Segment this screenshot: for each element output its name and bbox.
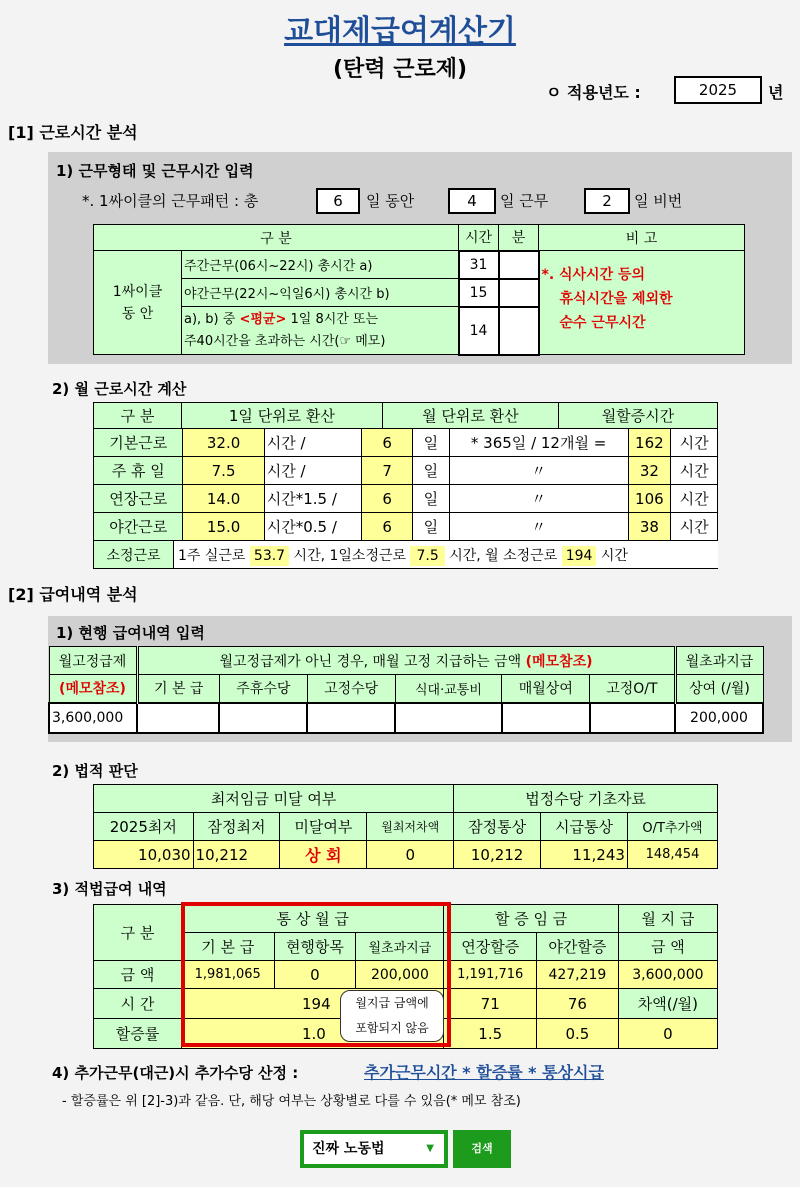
row-day-label: 주간근무(06시~22시) 총시간 a) bbox=[182, 251, 459, 279]
col-fixed-ot: 고정O/T bbox=[590, 675, 675, 703]
mh-days-unit: 일 bbox=[413, 485, 450, 513]
col-weekly-holiday: 주휴수당 bbox=[219, 675, 307, 703]
v-hourly-ordinary: 11,243 bbox=[541, 841, 628, 869]
fixed-pay-input[interactable]: 3,600,000 bbox=[49, 703, 137, 733]
mh-row bbox=[94, 457, 718, 485]
v-min2025: 10,030 bbox=[94, 841, 194, 869]
mh-monthly-formula: 〃 bbox=[449, 457, 628, 485]
daily-regular-hours: 7.5 bbox=[410, 546, 444, 566]
pattern-prefix: *. 1싸이클의 근무패턴 : 총 bbox=[82, 192, 259, 210]
lp-group-ordinary: 통 상 월 급 bbox=[182, 905, 444, 933]
chevron-down-icon: ▼ bbox=[426, 1143, 434, 1154]
mh-premium-unit: 시간 bbox=[671, 485, 718, 513]
pay-input-table bbox=[48, 646, 764, 734]
h-provisional-min: 잠정최저 bbox=[193, 813, 280, 841]
v-provisional-min: 10,212 bbox=[193, 841, 280, 869]
monthly-bonus-input[interactable] bbox=[502, 703, 590, 733]
col-monthly-bonus: 매월상여 bbox=[502, 675, 590, 703]
mh-monthly-formula: 〃 bbox=[449, 513, 628, 541]
section2-title: [2] 급여내역 분석 bbox=[8, 585, 138, 604]
regular-text-e: 시간, 월 소정근로 bbox=[449, 547, 558, 564]
day-minutes-input[interactable] bbox=[499, 251, 539, 279]
v-min-diff: 0 bbox=[367, 841, 454, 869]
overtime-minutes-input[interactable] bbox=[499, 307, 539, 355]
h-ot-extra: O/T추가액 bbox=[627, 813, 717, 841]
days-work-input[interactable]: 4 bbox=[448, 188, 496, 214]
lp-rate-ordinary: 1.0 bbox=[182, 1019, 444, 1049]
legal-table bbox=[93, 784, 718, 869]
bonus-header2: 상여 (/월) bbox=[675, 675, 763, 703]
header-hours: 시간 bbox=[459, 225, 499, 251]
fixed-ot-input[interactable] bbox=[590, 703, 675, 733]
h-shortfall: 미달여부 bbox=[280, 813, 367, 841]
lp-amount-current: 0 bbox=[274, 961, 356, 989]
mh-daily-unit: 시간*0.5 / bbox=[264, 513, 362, 541]
lp-amount-night: 427,219 bbox=[536, 961, 618, 989]
mh-row-label: 주 휴 일 bbox=[94, 457, 183, 485]
bonus-input[interactable]: 200,000 bbox=[675, 703, 763, 733]
legal-title: 2) 법적 판단 bbox=[52, 762, 138, 780]
law-select-value: 진짜 노동법 bbox=[312, 1141, 385, 1157]
mh-days: 6 bbox=[362, 485, 413, 513]
mid-header-text: 월고정급제가 아닌 경우, 매월 고정 지급하는 금액 bbox=[219, 653, 526, 670]
mh-row-label: 연장근로 bbox=[94, 485, 183, 513]
mh-premium-unit: 시간 bbox=[671, 429, 718, 457]
page-title: 교대제급여계산기 bbox=[284, 14, 516, 49]
mh-row-label: 기본근로 bbox=[94, 429, 183, 457]
lp-diff-value: 0 bbox=[618, 1019, 717, 1049]
lp-amount-basic: 1,981,065 bbox=[182, 961, 275, 989]
note-line2: 휴식시간을 제외한 bbox=[559, 291, 673, 307]
pattern-text2: 일 근무 bbox=[500, 192, 549, 210]
min-wage-group: 최저임금 미달 여부 bbox=[94, 785, 454, 813]
h-hourly-ordinary: 시급통상 bbox=[541, 813, 628, 841]
mh-row bbox=[94, 429, 718, 457]
mh-daily-hours: 32.0 bbox=[183, 429, 264, 457]
excess-pay-callout bbox=[340, 990, 444, 1042]
mh-premium-hours: 162 bbox=[628, 429, 671, 457]
mh-daily-unit: 시간 / bbox=[264, 429, 362, 457]
lp-row-rate: 할증률 bbox=[94, 1019, 182, 1049]
mh-daily-unit: 시간 / bbox=[264, 457, 362, 485]
overtime-label-2: 주40시간을 초과하는 시간(☞ 메모) bbox=[184, 333, 386, 349]
callout-line1: 월지급 금액에 bbox=[355, 996, 429, 1010]
year-label: ㅇ 적용년도 : bbox=[546, 83, 641, 102]
header-category: 구 분 bbox=[94, 225, 459, 251]
fixed-allowance-input[interactable] bbox=[307, 703, 395, 733]
lp-hours-night: 76 bbox=[536, 989, 618, 1019]
overtime-label-b: 1일 8시간 또는 bbox=[286, 311, 379, 327]
row-overtime-label bbox=[182, 307, 459, 355]
overtime-label-a: a), b) 중 bbox=[184, 311, 240, 327]
lp-h-current: 현행항목 bbox=[274, 933, 356, 961]
lp-h-excess: 월초과지급 bbox=[356, 933, 444, 961]
lp-hours-overtime: 71 bbox=[444, 989, 537, 1019]
lp-category: 구 분 bbox=[94, 905, 182, 961]
lp-h-amount: 금 액 bbox=[618, 933, 717, 961]
mh-header-category: 구 분 bbox=[94, 403, 182, 429]
weekly-holiday-input[interactable] bbox=[219, 703, 307, 733]
mid-header-memo: (메모참조) bbox=[525, 653, 593, 670]
v-shortfall: 상 회 bbox=[280, 841, 367, 869]
lp-h-overtime: 연장할증 bbox=[444, 933, 537, 961]
days-off-input[interactable]: 2 bbox=[584, 188, 630, 214]
mh-header-daily: 1일 단위로 환산 bbox=[182, 403, 383, 429]
lp-group-premium: 할 증 임 금 bbox=[444, 905, 618, 933]
callout-line2: 포함되지 않음 bbox=[355, 1021, 429, 1035]
cycle-label: 1싸이클 동 안 bbox=[94, 251, 182, 355]
page-subtitle: (탄력 근로제) bbox=[332, 57, 468, 82]
mh-premium-hours: 38 bbox=[628, 513, 671, 541]
note-line3: 순수 근무시간 bbox=[559, 315, 646, 331]
law-select[interactable] bbox=[300, 1130, 448, 1168]
lp-hours-ordinary: 194 bbox=[182, 989, 444, 1019]
search-button[interactable]: 검색 bbox=[453, 1130, 511, 1168]
regular-label: 소정근로 bbox=[94, 541, 174, 569]
mh-monthly-formula: 〃 bbox=[449, 485, 628, 513]
regular-text-g: 시간 bbox=[600, 547, 628, 564]
allowance-base-group: 법정수당 기초자료 bbox=[454, 785, 718, 813]
v-provisional-ordinary: 10,212 bbox=[454, 841, 541, 869]
monthly-hours-rows bbox=[93, 428, 718, 541]
regular-text-c: 시간, 1일소정근로 bbox=[293, 547, 407, 564]
mh-premium-hours: 32 bbox=[628, 457, 671, 485]
sub1-title: 1) 근무형태 및 근무시간 입력 bbox=[56, 162, 254, 180]
lp-row-amount: 금 액 bbox=[94, 961, 182, 989]
col-meal-transport: 식대·교통비 bbox=[395, 675, 502, 703]
mh-daily-hours: 14.0 bbox=[183, 485, 264, 513]
mh-row bbox=[94, 513, 718, 541]
mh-monthly-formula: * 365일 / 12개월 = bbox=[449, 429, 628, 457]
pay-sub1-title: 1) 현행 급여내역 입력 bbox=[56, 624, 205, 642]
weekly-actual-hours: 53.7 bbox=[250, 546, 289, 566]
lp-h-night: 야간할증 bbox=[536, 933, 618, 961]
mid-header bbox=[137, 647, 675, 675]
mh-daily-unit: 시간*1.5 / bbox=[264, 485, 362, 513]
mh-row-label: 야간근로 bbox=[94, 513, 183, 541]
overtime-label-avg: <평균> bbox=[239, 311, 287, 327]
monthly-hours-table bbox=[93, 402, 718, 429]
lp-amount-overtime: 1,191,716 bbox=[444, 961, 537, 989]
extra-work-note: - 할증률은 위 [2]-3)과 같음. 단, 해당 여부는 상황별로 다를 수 있음(* 메모 참조) bbox=[62, 1094, 521, 1109]
note-line1: *. 식사시간 등의 bbox=[541, 267, 646, 283]
lp-diff-label: 차액(/월) bbox=[618, 989, 717, 1019]
v-ot-extra: 148,454 bbox=[627, 841, 717, 869]
lp-amount-total: 3,600,000 bbox=[618, 961, 717, 989]
pattern-text3: 일 비번 bbox=[634, 192, 683, 210]
night-hours-input[interactable]: 15 bbox=[459, 279, 499, 307]
monthly-regular-hours: 194 bbox=[562, 546, 597, 566]
mh-daily-hours: 15.0 bbox=[183, 513, 264, 541]
mh-days-unit: 일 bbox=[413, 513, 450, 541]
col-fixed-allowance: 고정수당 bbox=[307, 675, 395, 703]
lp-row-hours: 시 간 bbox=[94, 989, 182, 1019]
night-minutes-input[interactable] bbox=[499, 279, 539, 307]
legal-pay-title: 3) 적법급여 내역 bbox=[52, 880, 167, 898]
meal-transport-input[interactable] bbox=[395, 703, 502, 733]
days-total-input[interactable]: 6 bbox=[316, 188, 360, 214]
note-cell bbox=[539, 251, 745, 355]
h-provisional-ordinary: 잠정통상 bbox=[454, 813, 541, 841]
row-night-label: 야간근무(22시~익일6시) 총시간 b) bbox=[182, 279, 459, 307]
header-note: 비 고 bbox=[539, 225, 745, 251]
mh-days: 6 bbox=[362, 513, 413, 541]
header-minutes: 분 bbox=[499, 225, 539, 251]
regular-text-a: 1주 실근로 bbox=[178, 547, 246, 564]
lp-amount-excess: 200,000 bbox=[356, 961, 444, 989]
fixed-header2: (메모참조) bbox=[49, 675, 137, 703]
year-input[interactable]: 2025 bbox=[674, 76, 762, 104]
mh-header-premium: 월할증시간 bbox=[558, 403, 717, 429]
mh-days-unit: 일 bbox=[413, 429, 450, 457]
mh-premium-unit: 시간 bbox=[671, 457, 718, 485]
section1-title: [1] 근로시간 분석 bbox=[8, 123, 138, 142]
lp-rate-overtime: 1.5 bbox=[444, 1019, 537, 1049]
overtime-hours-input[interactable]: 14 bbox=[459, 307, 499, 355]
mh-premium-unit: 시간 bbox=[671, 513, 718, 541]
lp-group-monthly: 월 지 급 bbox=[618, 905, 717, 933]
year-unit: 년 bbox=[768, 83, 784, 102]
mh-days: 6 bbox=[362, 429, 413, 457]
lp-rate-night: 0.5 bbox=[536, 1019, 618, 1049]
sub2-title: 2) 월 근로시간 계산 bbox=[52, 380, 187, 398]
mh-header-monthly: 월 단위로 환산 bbox=[382, 403, 558, 429]
mh-row bbox=[94, 485, 718, 513]
mh-daily-hours: 7.5 bbox=[183, 457, 264, 485]
work-hours-table bbox=[93, 224, 745, 356]
col-basic: 기 본 급 bbox=[137, 675, 219, 703]
lp-h-basic: 기 본 급 bbox=[182, 933, 275, 961]
mh-days: 7 bbox=[362, 457, 413, 485]
pattern-text1: 일 동안 bbox=[366, 192, 415, 210]
extra-work-formula: 추가근무시간 * 할증률 * 통상시급 bbox=[364, 1063, 604, 1082]
regular-row bbox=[174, 541, 719, 569]
h-min-diff: 월최저차액 bbox=[367, 813, 454, 841]
mh-days-unit: 일 bbox=[413, 457, 450, 485]
day-hours-input[interactable]: 31 bbox=[459, 251, 499, 279]
basic-input[interactable] bbox=[137, 703, 219, 733]
fixed-header1: 월고정급제 bbox=[49, 647, 137, 675]
regular-hours-row bbox=[93, 540, 718, 569]
bonus-header1: 월초과지급 bbox=[675, 647, 763, 675]
extra-work-title: 4) 추가근무(대근)시 추가수당 산정 : bbox=[52, 1064, 299, 1082]
h-min2025: 2025최저 bbox=[94, 813, 194, 841]
mh-premium-hours: 106 bbox=[628, 485, 671, 513]
